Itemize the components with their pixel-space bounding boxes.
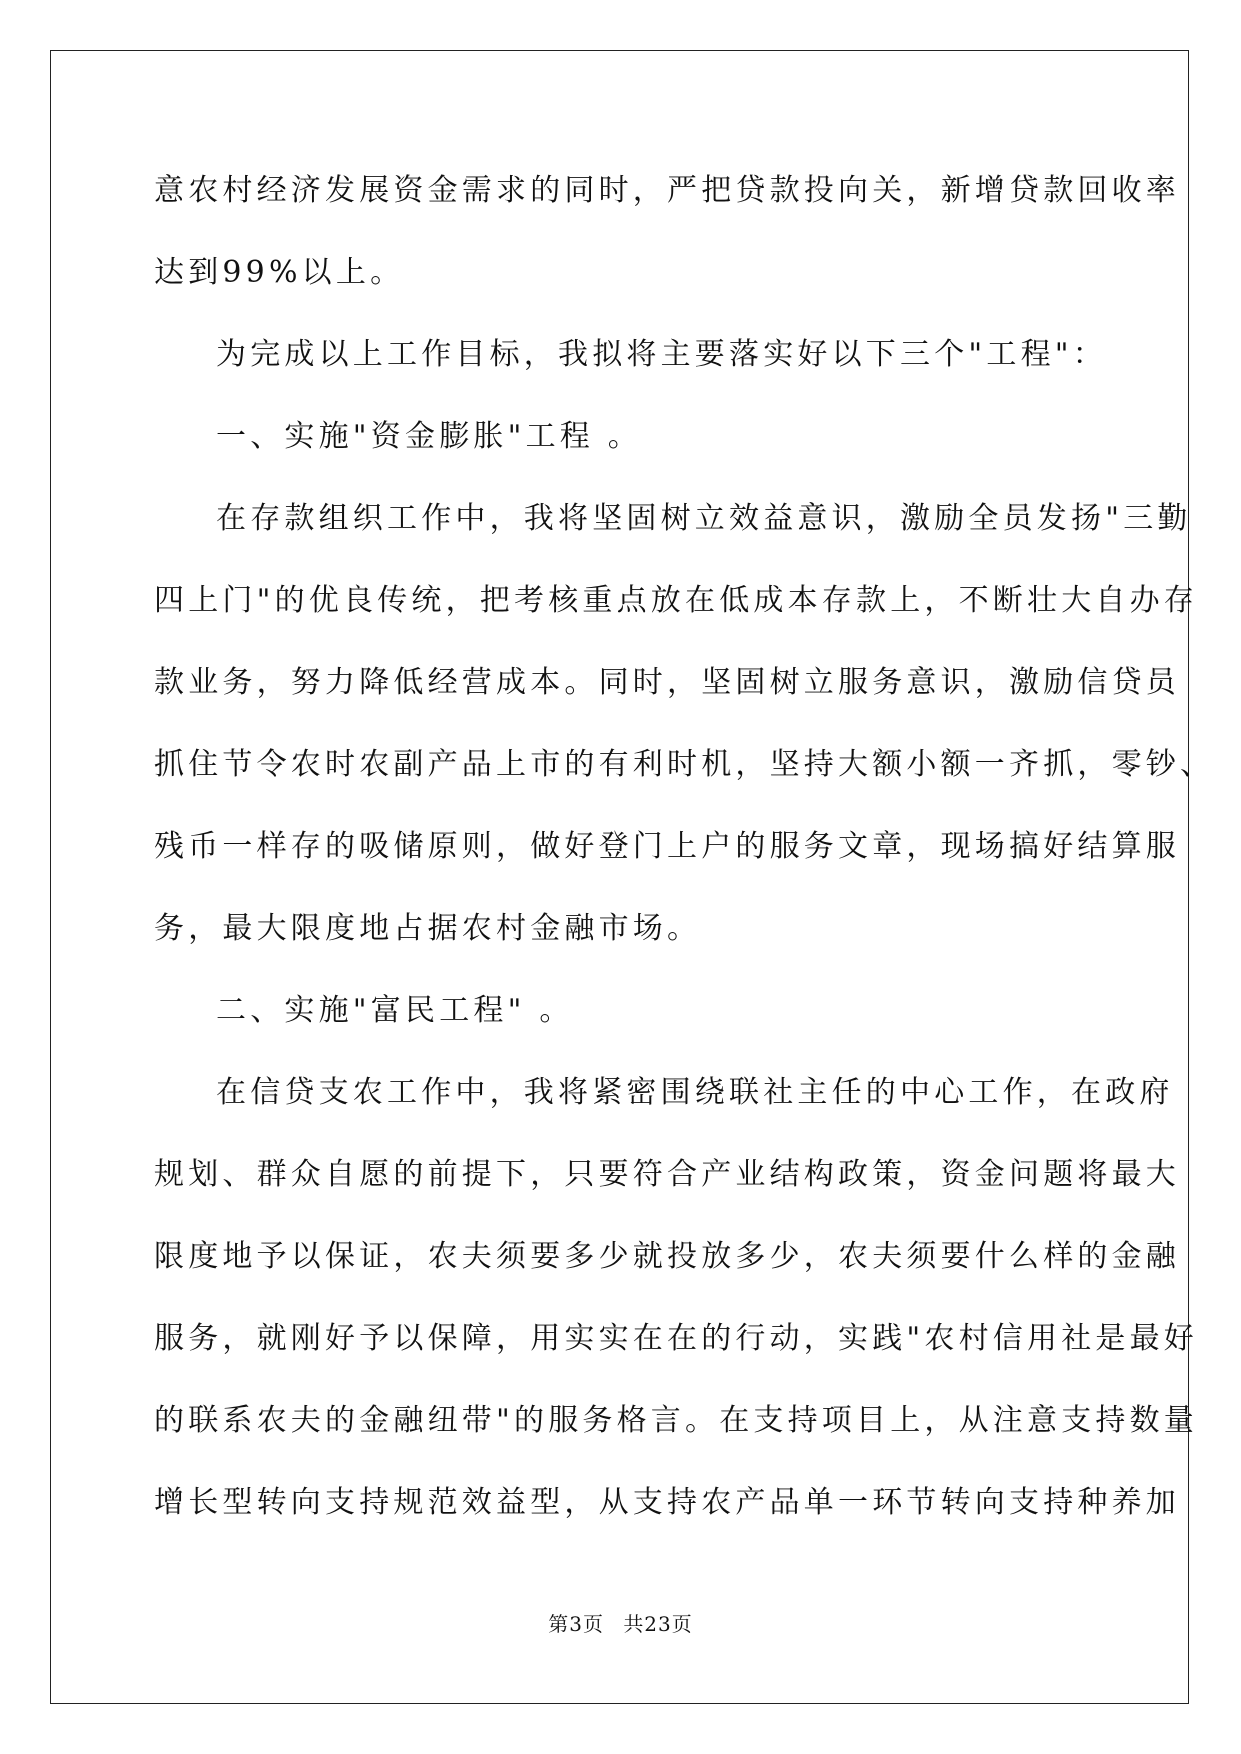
document-body xyxy=(154,160,1215,1554)
page-footer xyxy=(0,1608,1241,1637)
page-total: 共23页 xyxy=(623,1612,693,1636)
text-line: 增长型转向支持规范效益型，从支持农产品单一环节转向支持种养加 xyxy=(154,1485,1180,1520)
text-line: 在存款组织工作中，我将坚固树立效益意识，激励全员发扬"三勤 xyxy=(216,501,1192,536)
text-line: 服务，就刚好予以保障，用实实在在的行动，实践"农村信用社是最好 xyxy=(154,1321,1198,1356)
text-line: 残币一样存的吸储原则，做好登门上户的服务文章，现场搞好结算服 xyxy=(154,829,1180,864)
text-line: 达到99%以上。 xyxy=(154,255,405,290)
text-line: 务，最大限度地占据农村金融市场。 xyxy=(154,911,702,946)
text-line: 为完成以上工作目标，我拟将主要落实好以下三个"工程"： xyxy=(216,337,1107,372)
text-line: 规划、群众自愿的前提下，只要符合产业结构政策，资金问题将最大 xyxy=(154,1157,1180,1192)
section-heading: 一、实施"资金膨胀"工程 。 xyxy=(216,419,642,454)
section-heading: 二、实施"富民工程" 。 xyxy=(216,993,574,1028)
text-line: 的联系农夫的金融纽带"的服务格言。在支持项目上，从注意支持数量 xyxy=(154,1403,1198,1438)
page-number: 第3页 xyxy=(548,1612,604,1636)
text-line: 四上门"的优良传统，把考核重点放在低成本存款上，不断壮大自办存 xyxy=(154,583,1198,618)
text-line: 在信贷支农工作中，我将紧密围绕联社主任的中心工作，在政府 xyxy=(216,1075,1174,1110)
text-line: 意农村经济发展资金需求的同时，严把贷款投向关，新增贷款回收率 xyxy=(154,173,1180,208)
text-line: 限度地予以保证，农夫须要多少就投放多少，农夫须要什么样的金融 xyxy=(154,1239,1180,1274)
text-line: 抓住节令农时农副产品上市的有利时机，坚持大额小额一齐抓，零钞、 xyxy=(154,747,1215,782)
text-line: 款业务，努力降低经营成本。同时，坚固树立服务意识，激励信贷员 xyxy=(154,665,1180,700)
